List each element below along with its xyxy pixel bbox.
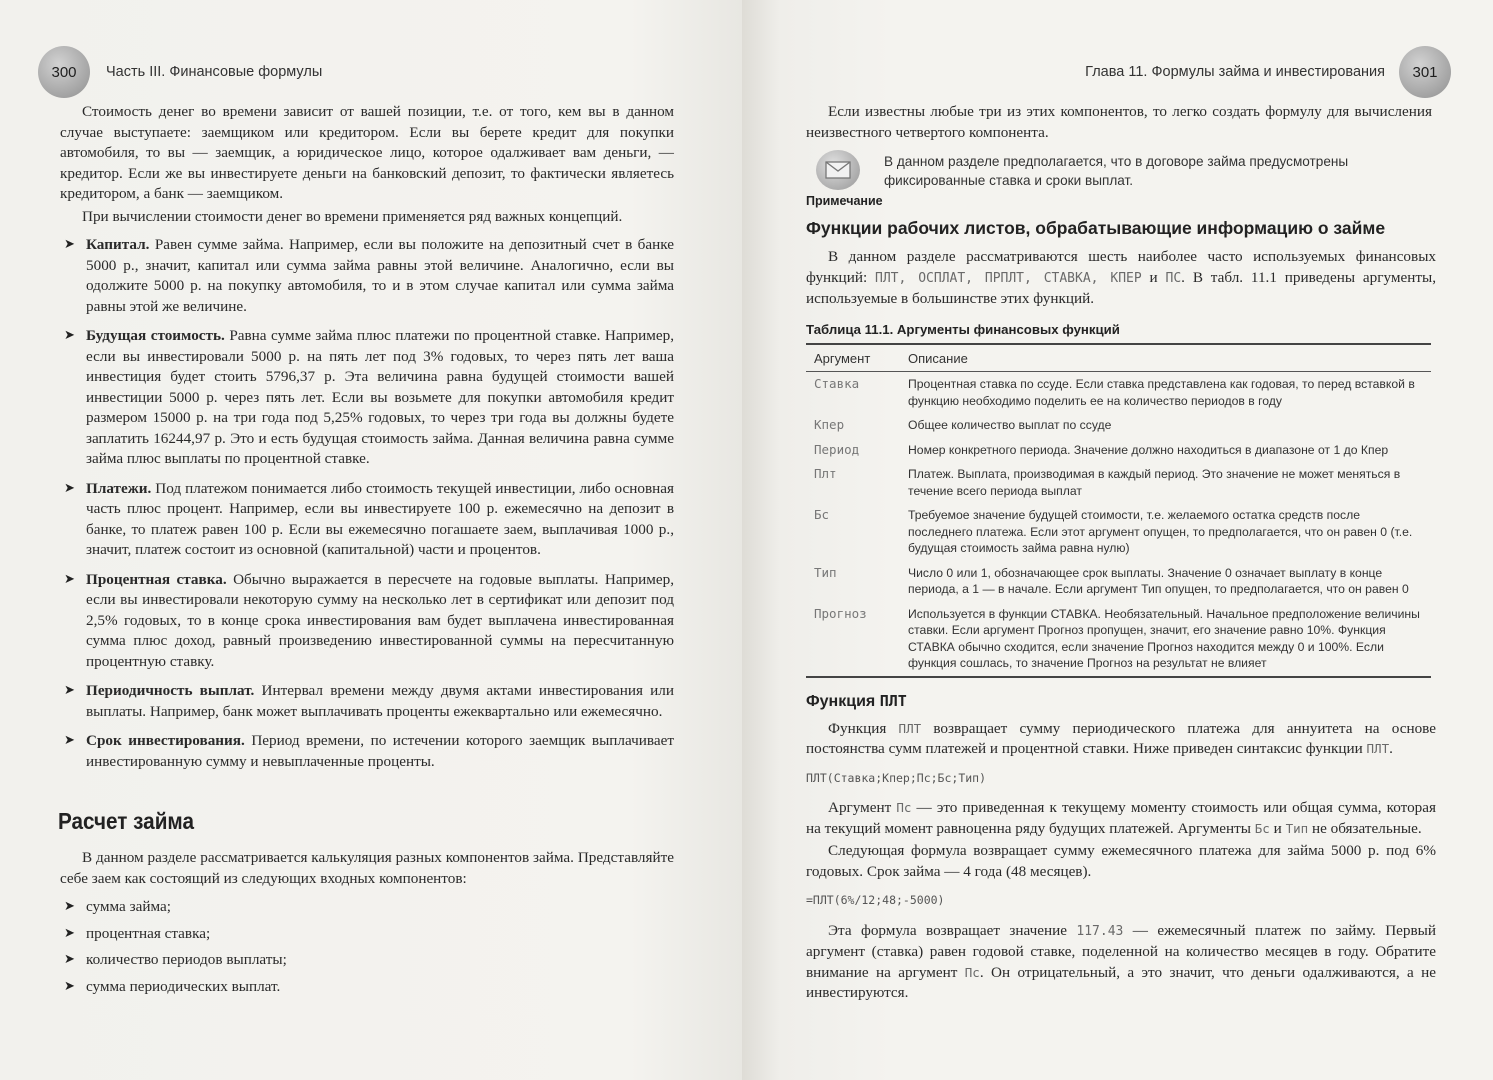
table-cell-arg: Кпер [814, 417, 845, 432]
table-cell-desc: Номер конкретного периода. Значение должно находиться в диапазоне от 1 до Кпер [908, 442, 1389, 457]
term-text: Равен сумме займа. Например, если вы положите на депозитный счет в банке 5000 р., значит, капитал или сумма займа равны этой величине. Аналогично, если вы одолжите 5000 р. на покупку автомобиля, то и в этом случае капитал или сумма займа равны этой же величине. [86, 236, 674, 315]
text-run: и [1269, 819, 1286, 837]
section-title: Расчет займа [58, 808, 194, 834]
text-run: Эта формула возвращает значение [828, 921, 1077, 939]
arrow-bullet-icon: ➤ [64, 480, 75, 496]
term: Будущая стоимость. [86, 327, 225, 344]
function-name: ПС [1165, 270, 1182, 286]
table-row [806, 462, 1431, 503]
column-header: Описание [900, 344, 1431, 372]
arrow-bullet-icon: ➤ [64, 899, 75, 914]
arrow-bullet-icon: ➤ [64, 328, 75, 343]
heading-function-name: ПЛТ [879, 691, 907, 710]
text-run: и [1141, 268, 1166, 286]
table-cell-desc: Используется в функции СТАВКА. Необязательный. Начальное предположение величины ставки. Если аргумент Прогноз пропущен, значит, его значение равно 10%. Функция СТАВКА обычно сходится, если значение Прогноз находится между 0 и 100%. Если функция сошлась, то значение Прогноз на результат не влияет [900, 602, 1431, 677]
envelope-glyph [825, 160, 851, 180]
running-head: Глава 11. Формулы займа и инвестирования [1085, 64, 1385, 80]
list-item [60, 326, 674, 470]
paragraph [806, 798, 1436, 839]
concept-list [60, 235, 674, 772]
section-body [806, 247, 1436, 310]
paragraph [806, 247, 1436, 310]
term-text: Интервал времени между двумя актами инвестирования или выплаты. Например, банк может выплачивать проценты ежеквартально или ежемесячно. [86, 682, 674, 720]
text-run: возвращает сумму периодического платежа для аннуитета на основе постоянства сумм платежей и процентной ставки. Ниже приведен синтаксис функции [806, 719, 1436, 757]
term-text: Обычно выражается в пересчете на годовые выплаты. Например, если вы инвестировали некоторую сумму на несколько лет в сертификат или депозит под 2,5% годовых, то в конце срока инвестирования вам будет выплачена инвестированная сумма плюс доход, равный произведению инвестированной суммы на пересчитанную процентную ставку. [86, 570, 674, 670]
arrow-bullet-icon: ➤ [64, 952, 75, 967]
formula-code: =ПЛТ(6%/12;48;-5000) [806, 893, 945, 907]
paragraph: В данном разделе рассматривается калькуляция разных компонентов займа. Представляйте себе заем как состоящий из следующих входных компонентов: [60, 849, 674, 887]
term: Платежи. [86, 479, 152, 497]
right-section [806, 218, 1436, 1006]
list-item [60, 924, 674, 945]
paragraph: Если известны любые три из этих компонентов, то легко создать формулу для вычисления неизвестного четвертого компонента. [806, 103, 1432, 141]
term: Процентная ставка. [86, 570, 227, 588]
term-text: Под платежом понимается либо стоимость текущей инвестиции, либо основная часть плюс процент. Например, если вы инвестируете 100 р. ежемесячно на депозит в банке, то платеж равен 100 р. Если вы ежемесячно погашаете заем, выплачивая 1000 р., значит, платеж состоит из основной (капитальной) части и процентов. [86, 479, 674, 558]
argument-name: Пс [964, 964, 980, 980]
page-number-badge [38, 46, 90, 98]
paragraph: Стоимость денег во времени зависит от вашей позиции, т.е. от того, кем вы в данном случае выступаете: заемщиком или кредитором. Если вы берете кредит для покупки автомобиля, то вы — заемщик, а юридическое лицо, которое одалживает вам деньги, — кредитор. Если же вы инвестируете деньги на банковский депозит, то фактически являетесь кредитором, а банк — заемщиком. [60, 103, 674, 202]
left-page [0, 0, 742, 1080]
table-cell-desc: Общее количество выплат по ссуде [908, 418, 1112, 432]
table-cell-desc: Число 0 или 1, обозначающее срок выплаты. Значение 0 означает выплату в конце периода, а 1 — в начале. Если аргумент Тип опущен, то предполагается, что он равен 0 [908, 565, 1409, 596]
arguments-table [806, 343, 1431, 678]
table-row [806, 561, 1431, 602]
component-list [60, 897, 674, 997]
function-body [806, 719, 1436, 1004]
table-cell-arg: Тип [814, 564, 837, 580]
table-row [806, 372, 1431, 414]
running-head: Часть III. Финансовые формулы [106, 64, 323, 80]
table-cell-arg: Бс [814, 507, 830, 522]
syntax-code: ПЛТ(Ставка;Кпер;Пс;Бс;Тип) [806, 770, 987, 785]
term-text: Равна сумме займа плюс платежи по процентной ставке. Например, если вы инвестировали 5000 р. на пять лет под 3% годовых, то через пять лет ваша инвестиция будет стоить 5796,37 р. Эта величина равна будущей стоимости вашей инвестиции 5000 р. через пять лет. Если вы возьмете для покупки автомобиля кредит размером 15000 р. на три года под 5,25% годовых, то через три года вы должны будете заплатить 16244,97 р. Это и есть будущая стоимость займа. Данная величина равна сумме займа плюс выплаты по процентной ставке. [86, 327, 674, 467]
note-text: В данном разделе предполагается, что в договоре займа предусмотрены фиксированные ставка и сроки выплат. [884, 154, 1349, 188]
list-item-text: процентная ставка; [86, 924, 211, 942]
arrow-bullet-icon: ➤ [64, 683, 75, 698]
paragraph: Следующая формула возвращает сумму ежемесячного платежа для займа 5000 р. под 6% годовых. Срок займа — 4 года (48 месяцев). [806, 842, 1436, 880]
left-section-body [60, 848, 674, 1003]
text-run: В данном разделе рассматриваются шесть наиболее часто используемых финансовых функций: [806, 248, 1436, 286]
list-item-text: количество периодов выплаты; [86, 951, 287, 968]
page-number: 300 [51, 63, 77, 81]
text-run: Функция [828, 719, 899, 737]
function-name: ПЛТ [1366, 741, 1390, 756]
arrow-bullet-icon: ➤ [64, 571, 75, 587]
arrow-bullet-icon: ➤ [64, 925, 75, 941]
list-item [60, 570, 674, 673]
term-text: Период времени, по истечении которого заемщик выплачивает инвестированную сумму и невыплаченные проценты. [86, 732, 674, 770]
table-cell-desc: Требуемое значение будущей стоимости, т.е. желаемого остатка средств после последнего платежа. Если этот аргумент опущен, то предполагается, что он равен 0 (т.е. будущая стоимость займа равна нулю) [908, 508, 1413, 555]
table-row [806, 413, 1431, 438]
text-run: . Он отрицательный, а это значит, что деньги одалживаются, а не инвестируются. [806, 963, 1436, 1001]
arrow-bullet-icon: ➤ [64, 237, 75, 252]
function-heading [806, 692, 1436, 711]
table-cell-arg: Плт [814, 466, 837, 481]
text-run: — ежемесячный платеж по займу. Первый аргумент (ставка) равен годовой ставке, поделенной на количество месяцев в году. Обратите внимание на аргумент [806, 921, 1436, 981]
list-item-text: сумма периодических выплат. [86, 977, 281, 995]
text-run: . [1389, 740, 1393, 757]
list-item [60, 681, 674, 722]
arrow-bullet-icon: ➤ [64, 733, 75, 748]
argument-name: Пс [896, 800, 912, 815]
arrow-bullet-icon: ➤ [64, 978, 75, 994]
text-run: . В табл. 11.1 приведены аргументы, используемые в большинстве этих функций. [806, 268, 1436, 307]
list-item [60, 897, 674, 918]
term: Периодичность выплат. [86, 682, 255, 699]
section-title: Функции рабочих листов, обрабатывающие информацию о займе [806, 218, 1386, 238]
list-item [60, 950, 674, 971]
table-row [806, 503, 1431, 561]
table-cell-desc: Процентная ставка по ссуде. Если ставка представлена как годовая, то перед вставкой в функцию необходимо поделить ее на количество периодов в году [908, 377, 1415, 408]
table-cell-arg: Ставка [814, 376, 860, 391]
heading-text: Функция [806, 692, 880, 710]
page-number-badge [1399, 46, 1451, 98]
paragraph [806, 921, 1436, 1004]
argument-name: Бс [1254, 820, 1270, 836]
list-item [60, 235, 674, 317]
right-top-text [806, 102, 1432, 145]
function-name: ПЛТ [898, 720, 922, 736]
paragraph [806, 719, 1436, 760]
left-body [60, 102, 674, 781]
table-cell-arg: Период [814, 441, 860, 457]
text-run: — это приведенная к текущему моменту стоимость или общая сумма, которая на текущий момент равноценна ряду будущих платежей. Аргументы [806, 799, 1436, 837]
envelope-icon [816, 150, 860, 190]
text-run: Аргумент [828, 799, 897, 816]
note-label: Примечание [806, 194, 883, 208]
table-row [806, 602, 1431, 677]
function-names: ПЛТ, ОСПЛАТ, ПРПЛТ, СТАВКА, КПЕР [875, 270, 1142, 286]
list-item [60, 977, 674, 998]
table-caption: Таблица 11.1. Аргументы финансовых функций [806, 321, 1120, 337]
paragraph: При вычислении стоимости денег во времени применяется ряд важных концепций. [82, 207, 623, 225]
term: Срок инвестирования. [86, 732, 245, 749]
page-number: 301 [1412, 63, 1438, 81]
table-cell-desc: Платеж. Выплата, производимая в каждый период. Это значение не может меняться в течение всего периода выплат [908, 467, 1401, 498]
table-cell-arg: Прогноз [806, 602, 900, 677]
column-header: Аргумент [806, 344, 900, 372]
argument-name: Тип [1285, 820, 1309, 836]
list-item [60, 731, 674, 772]
text-run: не обязательные. [1308, 819, 1422, 837]
result-value: 117.43 [1076, 923, 1124, 939]
term: Капитал. [86, 236, 150, 253]
list-item [60, 479, 674, 561]
table-header-row [806, 344, 1431, 372]
list-item-text: сумма займа; [86, 898, 171, 915]
table-row [806, 438, 1431, 463]
